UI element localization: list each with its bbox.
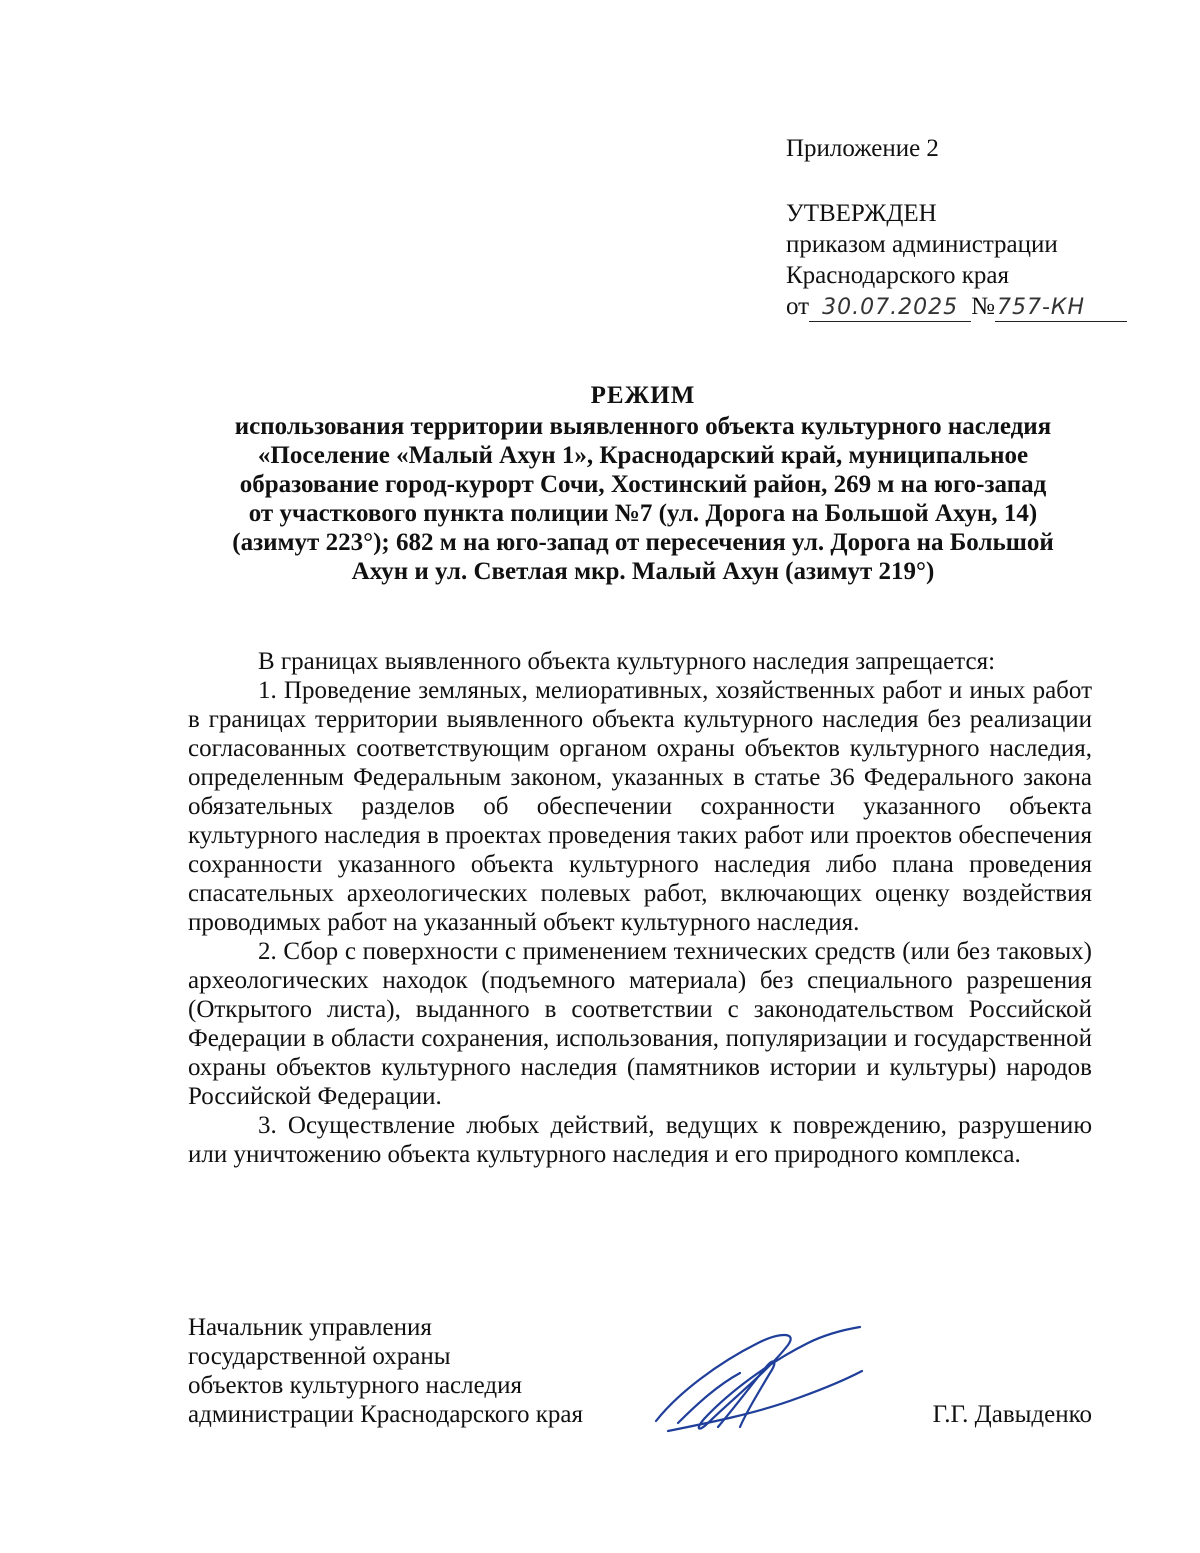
- order-number: 757-КН: [995, 295, 1127, 322]
- document-body: [188, 647, 1092, 1169]
- prohibition-item-2: 2. Сбор с поверхности с применением технических средств (или без таковых) археологических находок (подъемного материала) без специального разрешения (Открытого листа), выданного в соответствии с законодательством Российской Федерации в области сохранения, использования, популяризации и государственной охраны объектов культурного наследия (памятников истории и культуры) народов Российской Федерации.: [188, 938, 1092, 1110]
- from-prefix: от: [786, 293, 810, 320]
- approval-stamp: [786, 133, 1166, 322]
- prohibition-item-1: 1. Проведение земляных, мелиоративных, хозяйственных работ и иных работ в границах территории выявленного объекта культурного наследия без реализации согласованных соответствующим органом охраны объектов культурного наследия, определенным Федеральным законом, указанных в статье 36 Федерального закона обязательных разделов об обеспечении сохранности указанного объекта культурного наследия в проектах проведения таких работ или проектов обеспечения сохранности указанного объекта культурного наследия либо плана проведения спасательных археологических полевых работ, включающих оценку воздействия проводимых работ на указанный объект культурного наследия.: [188, 677, 1092, 936]
- body-intro: В границах выявленного объекта культурного наследия запрещается:: [258, 648, 996, 675]
- handwritten-signature: [648, 1323, 868, 1438]
- title-line: образование город-курорт Сочи, Хостинский район, 269 м на юго-запад: [239, 471, 1047, 498]
- number-sign: №: [971, 293, 995, 320]
- prohibition-item-3: 3. Осуществление любых действий, ведущих к повреждению, разрушению или уничтожению объекта культурного наследия и его природного комплекса.: [188, 1112, 1092, 1168]
- title-line: Ахун и ул. Светлая мкр. Малый Ахун (азимут 219°): [351, 558, 935, 585]
- approved-by-line-1: приказом администрации: [786, 231, 1058, 258]
- order-date-number-line: [786, 291, 1166, 322]
- title-line: от участкового пункта полиции №7 (ул. Дорога на Большой Ахун, 14): [248, 500, 1038, 527]
- signer-position-line: государственной охраны: [188, 1343, 451, 1370]
- signer-position: [188, 1313, 648, 1429]
- title-line: использования территории выявленного объекта культурного наследия: [234, 413, 1052, 440]
- title-line: «Поселение «Малый Ахун 1», Краснодарский край, муниципальное: [257, 442, 1029, 469]
- signer-name: Г.Г. Давыденко: [932, 1401, 1092, 1428]
- approved-by-line-2: Краснодарского края: [786, 262, 1009, 289]
- title-line: (азимут 223°); 682 м на юго-запад от пересечения ул. Дорога на Большой: [232, 529, 1054, 556]
- title-main: РЕЖИМ: [590, 382, 696, 409]
- annex-label: Приложение 2: [786, 135, 939, 162]
- approved-label: УТВЕРЖДЕН: [786, 200, 937, 227]
- signature-block: [188, 1313, 1092, 1443]
- signer-position-line: объектов культурного наследия: [188, 1372, 522, 1399]
- document-title: [180, 381, 1106, 586]
- signer-position-line: администрации Краснодарского края: [188, 1401, 584, 1428]
- order-date: 30.07.2025: [809, 295, 971, 322]
- signer-position-line: Начальник управления: [188, 1314, 432, 1341]
